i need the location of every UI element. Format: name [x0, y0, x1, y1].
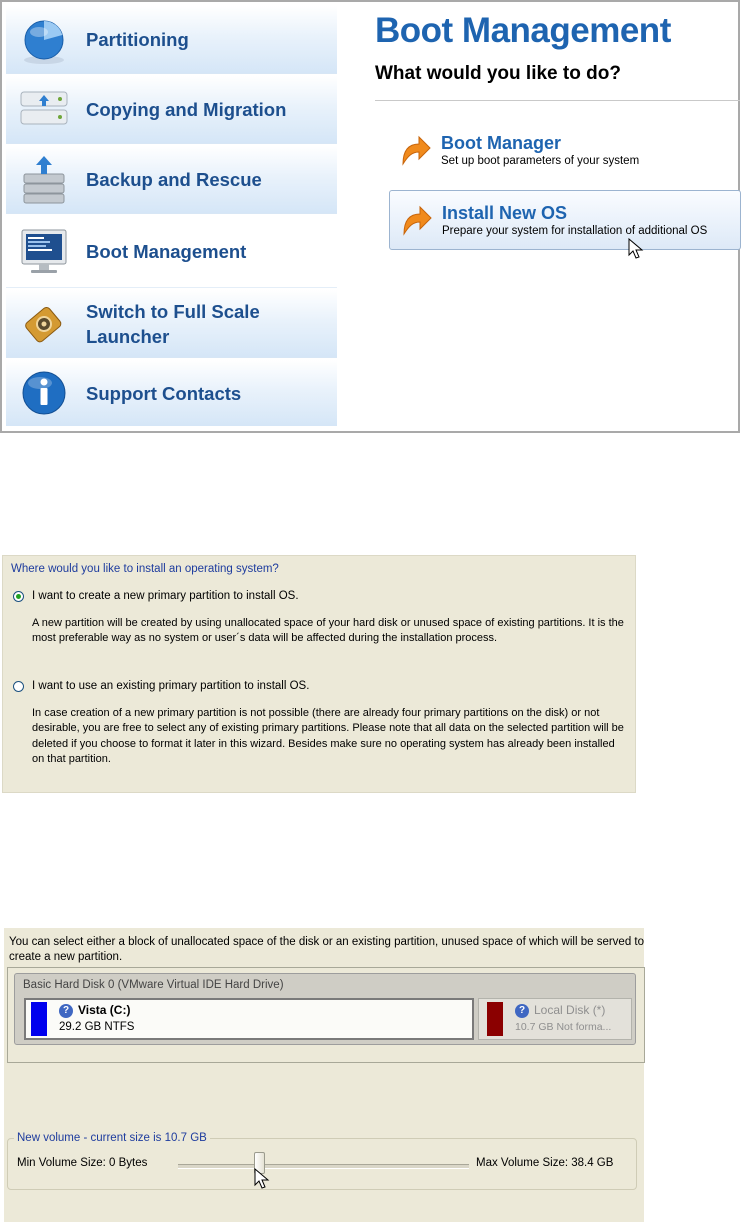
new-partition-description: A new partition will be created by using unallocated space of your hard disk or unused space of existing partitions. It is the most preferable way as no system or user´s data will be affected during the installation process.	[32, 617, 624, 645]
sidebar-item-support[interactable]	[6, 360, 337, 426]
new-partition-radio[interactable]	[13, 591, 24, 602]
install-location-panel	[2, 555, 636, 793]
disk-copy-icon	[18, 84, 70, 136]
disk-instruction: You can select either a block of unallocated space of the disk or an existing partition, unused space of which will be served to create a new partition.	[9, 936, 645, 963]
partition-color-swatch	[487, 1002, 503, 1036]
sidebar-item-backup[interactable]	[6, 146, 337, 214]
install-new-os-action[interactable]	[389, 190, 741, 250]
mouse-cursor-icon	[254, 1168, 270, 1190]
partition-local-disk[interactable]	[478, 998, 632, 1040]
partition-detail: 29.2 GB NTFS	[59, 1021, 135, 1033]
sidebar-item-label: Boot Management	[86, 241, 247, 262]
existing-partition-description: In case creation of a new primary partition is not possible (there are already four primary partitions on the disk) or not desirable, you are free to select any of existing primary partitions. Please note that all data on the selected partition will be deleted if you choose to format it later in this wizard. Besides make sure no operating system has already been installed on that partition.	[32, 707, 624, 765]
title-divider	[375, 100, 740, 101]
mouse-cursor-icon	[628, 238, 644, 260]
sidebar-item-copying[interactable]	[6, 76, 337, 144]
boot-manager-action[interactable]	[389, 120, 741, 180]
radio-label: I want to create a new primary partition to install OS.	[32, 590, 299, 602]
max-volume-size-label: Max Volume Size: 38.4 GB	[476, 1157, 614, 1169]
sidebar-item-label: Copying and Migration	[86, 99, 287, 120]
help-icon[interactable]: ?	[59, 1004, 73, 1018]
partition-name: Vista (C:)	[78, 1003, 131, 1017]
page-title: Boot Management	[375, 11, 671, 50]
content-pane	[375, 10, 735, 237]
sidebar-item-label: Support Contacts	[86, 382, 242, 404]
action-title: Boot Manager	[441, 132, 562, 153]
page-subtitle: What would you like to do?	[375, 63, 621, 84]
existing-partition-radio[interactable]	[13, 681, 24, 692]
partitioning-pie-icon	[18, 14, 70, 66]
min-volume-size-label: Min Volume Size: 0 Bytes	[17, 1157, 148, 1169]
backup-stack-icon	[18, 154, 70, 206]
partition-vista-c[interactable]	[24, 998, 474, 1040]
sidebar-item-partitioning[interactable]	[6, 6, 337, 74]
action-desc: Set up boot parameters of your system	[441, 154, 640, 167]
new-volume-legend: New volume - current size is 10.7 GB	[14, 1132, 210, 1144]
sidebar-item-full-scale-launcher[interactable]	[6, 290, 337, 358]
radio-label: I want to use an existing primary partition to install OS.	[32, 680, 310, 692]
partition-color-swatch	[31, 1002, 47, 1036]
orange-arrow-icon	[397, 132, 433, 168]
action-desc: Prepare your system for installation of additional OS	[442, 224, 708, 237]
install-question: Where would you like to install an operating system?	[11, 563, 279, 575]
disk-map	[7, 967, 645, 1063]
sidebar-item-label: Backup and Rescue	[86, 169, 262, 190]
launcher-window	[0, 0, 740, 433]
sidebar-item-boot-management[interactable]	[6, 216, 337, 288]
partition-detail: 10.7 GB Not forma...	[515, 1021, 612, 1033]
info-icon	[18, 367, 70, 419]
monitor-icon	[18, 226, 70, 278]
partition-name: Local Disk (*)	[534, 1003, 606, 1017]
launcher-tag-icon	[18, 298, 70, 350]
disk-name: Basic Hard Disk 0 (VMware Virtual IDE Hard Drive)	[23, 979, 284, 991]
sidebar-item-label: Switch to Full Scale Launcher	[86, 300, 260, 347]
action-title: Install New OS	[442, 202, 568, 223]
existing-partition-radio-row[interactable]	[13, 680, 309, 692]
help-icon[interactable]: ?	[515, 1004, 529, 1018]
orange-arrow-icon	[398, 202, 434, 238]
new-partition-radio-row[interactable]	[13, 590, 299, 602]
disk-group	[14, 973, 636, 1045]
volume-size-slider-track[interactable]	[178, 1164, 469, 1169]
disk-selection-panel	[4, 928, 644, 1222]
sidebar-item-label: Partitioning	[86, 29, 189, 50]
